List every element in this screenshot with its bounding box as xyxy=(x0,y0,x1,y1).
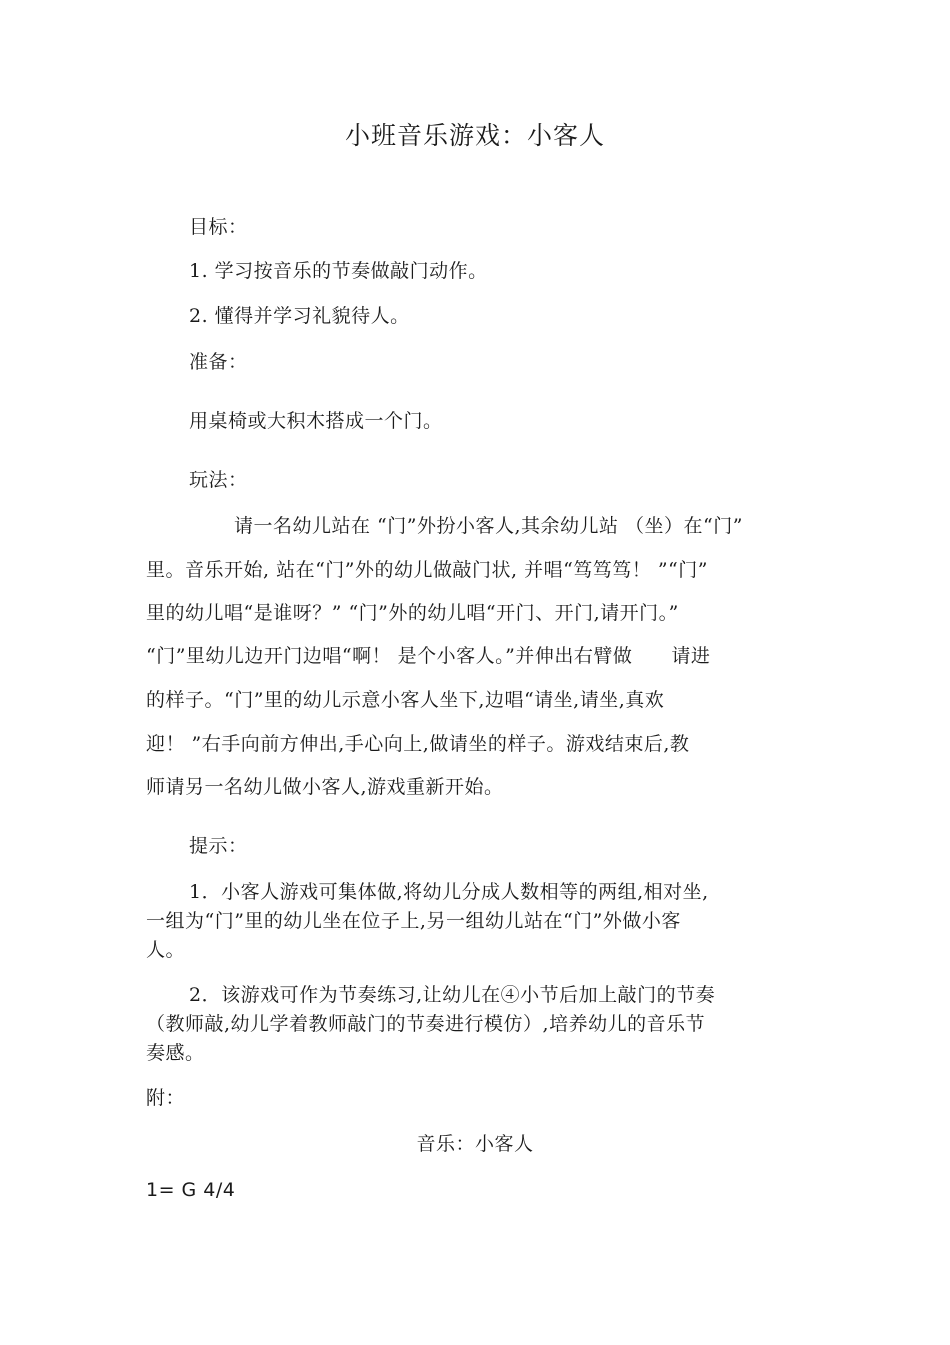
tips-heading: 提示： xyxy=(189,835,248,857)
play-line: “门”里幼儿边开门边唱“啊！ 是个小客人。”并伸出右臂做 请进 xyxy=(146,645,711,667)
tip-2-line: （教师敲,幼儿学着教师敲门的节奏进行模仿）,培养幼儿的音乐节 xyxy=(146,1013,706,1035)
tip-1-line: 1．小客人游戏可集体做,将幼儿分成人数相等的两组,相对坐, xyxy=(189,881,709,903)
goals-heading: 目标： xyxy=(189,216,248,238)
goal-item-2: 2. 懂得并学习礼貌待人。 xyxy=(189,305,410,327)
play-heading: 玩法： xyxy=(189,469,248,491)
play-line: 师请另一名幼儿做小客人,游戏重新开始。 xyxy=(146,776,504,798)
play-line: 里。音乐开始, 站在“门”外的幼儿做敲门状, 并唱“笃笃笃！ ”“门” xyxy=(146,559,708,581)
music-title: 音乐：小客人 xyxy=(416,1133,534,1155)
tip-2-line: 奏感。 xyxy=(146,1042,205,1064)
play-line: 迎！ ”右手向前方伸出,手心向上,做请坐的样子。游戏结束后,教 xyxy=(146,733,690,755)
goal-item-1: 1. 学习按音乐的节奏做敲门动作。 xyxy=(189,260,488,282)
appendix-heading: 附： xyxy=(146,1087,186,1109)
play-line: 请一名幼儿站在 “门”外扮小客人,其余幼儿站 （坐）在“门” xyxy=(234,515,743,537)
tip-1-line: 人。 xyxy=(146,939,186,961)
play-line: 的样子。“门”里的幼儿示意小客人坐下,边唱“请坐,请坐,真欢 xyxy=(146,689,665,711)
key-signature: 1= G 4/4 xyxy=(146,1179,236,1201)
tip-1-line: 一组为“门”里的幼儿坐在位子上,另一组幼儿站在“门”外做小客 xyxy=(146,910,681,932)
prep-heading: 准备： xyxy=(189,351,248,373)
prep-text: 用桌椅或大积木搭成一个门。 xyxy=(189,410,443,432)
document-title: 小班音乐游戏：小客人 xyxy=(344,121,605,150)
tip-2-line: 2．该游戏可作为节奏练习,让幼儿在④小节后加上敲门的节奏 xyxy=(189,984,716,1006)
play-line: 里的幼儿唱“是谁呀？” “门”外的幼儿唱“开门、开门,请开门。” xyxy=(146,602,679,624)
